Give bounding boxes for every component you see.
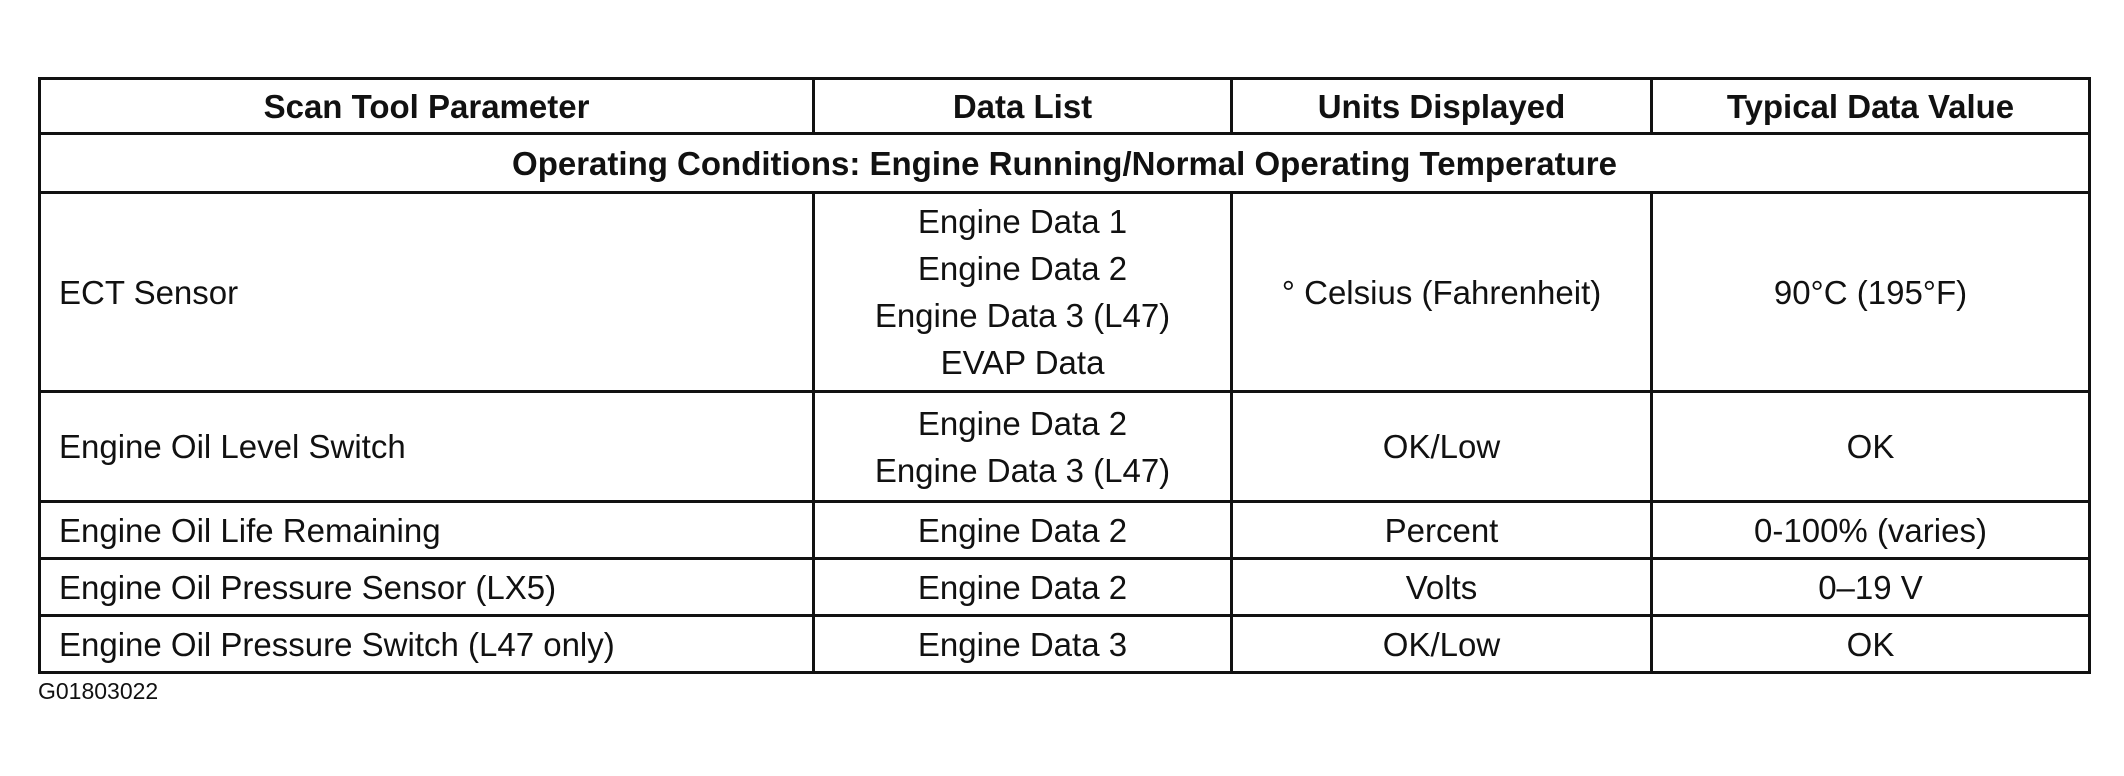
parameter-cell: ECT Sensor bbox=[40, 193, 814, 392]
units-cell: OK/Low bbox=[1232, 392, 1652, 502]
table-row bbox=[40, 193, 2090, 392]
header-data-list: Data List bbox=[814, 79, 1232, 134]
section-row bbox=[40, 134, 2090, 193]
units-cell: ° Celsius (Fahrenheit) bbox=[1232, 193, 1652, 392]
parameter-cell: Engine Oil Pressure Switch (L47 only) bbox=[40, 616, 814, 673]
data-list-cell: Engine Data 2 bbox=[814, 559, 1232, 616]
data-list-entry: EVAP Data bbox=[940, 344, 1105, 381]
units-cell: OK/Low bbox=[1232, 616, 1652, 673]
units-cell: Percent bbox=[1232, 502, 1652, 559]
typical-value-cell: 90°C (195°F) bbox=[1652, 193, 2090, 392]
header-typical-data-value: Typical Data Value bbox=[1652, 79, 2090, 134]
section-title: Operating Conditions: Engine Running/Normal Operating Temperature bbox=[40, 134, 2090, 193]
data-list-entry: Engine Data 3 (L47) bbox=[874, 297, 1171, 334]
units-cell: Volts bbox=[1232, 559, 1652, 616]
typical-value-cell: OK bbox=[1652, 616, 2090, 673]
figure-id: G01803022 bbox=[38, 678, 159, 704]
typical-value-cell: OK bbox=[1652, 392, 2090, 502]
data-list-entry: Engine Data 2 bbox=[917, 404, 1128, 442]
table-header-row bbox=[40, 79, 2090, 134]
parameter-cell: Engine Oil Life Remaining bbox=[40, 502, 814, 559]
data-list-entry: Engine Data 3 (L47) bbox=[874, 451, 1171, 489]
table-row bbox=[40, 502, 2090, 559]
parameter-cell: Engine Oil Pressure Sensor (LX5) bbox=[40, 559, 814, 616]
typical-value-cell: 0-100% (varies) bbox=[1652, 502, 2090, 559]
data-list-cell bbox=[814, 392, 1232, 502]
typical-value-cell: 0–19 V bbox=[1652, 559, 2090, 616]
data-list-entry: Engine Data 2 bbox=[917, 250, 1128, 287]
data-list-cell: Engine Data 3 bbox=[814, 616, 1232, 673]
data-list-cell: Engine Data 2 bbox=[814, 502, 1232, 559]
parameter-cell: Engine Oil Level Switch bbox=[40, 392, 814, 502]
header-scan-tool-parameter: Scan Tool Parameter bbox=[40, 79, 814, 134]
data-list-entry: Engine Data 1 bbox=[917, 203, 1128, 240]
table-row bbox=[40, 559, 2090, 616]
scan-tool-data-table bbox=[38, 77, 2091, 674]
data-list-cell bbox=[814, 193, 1232, 392]
header-units-displayed: Units Displayed bbox=[1232, 79, 1652, 134]
table-row bbox=[40, 392, 2090, 502]
table-row bbox=[40, 616, 2090, 673]
